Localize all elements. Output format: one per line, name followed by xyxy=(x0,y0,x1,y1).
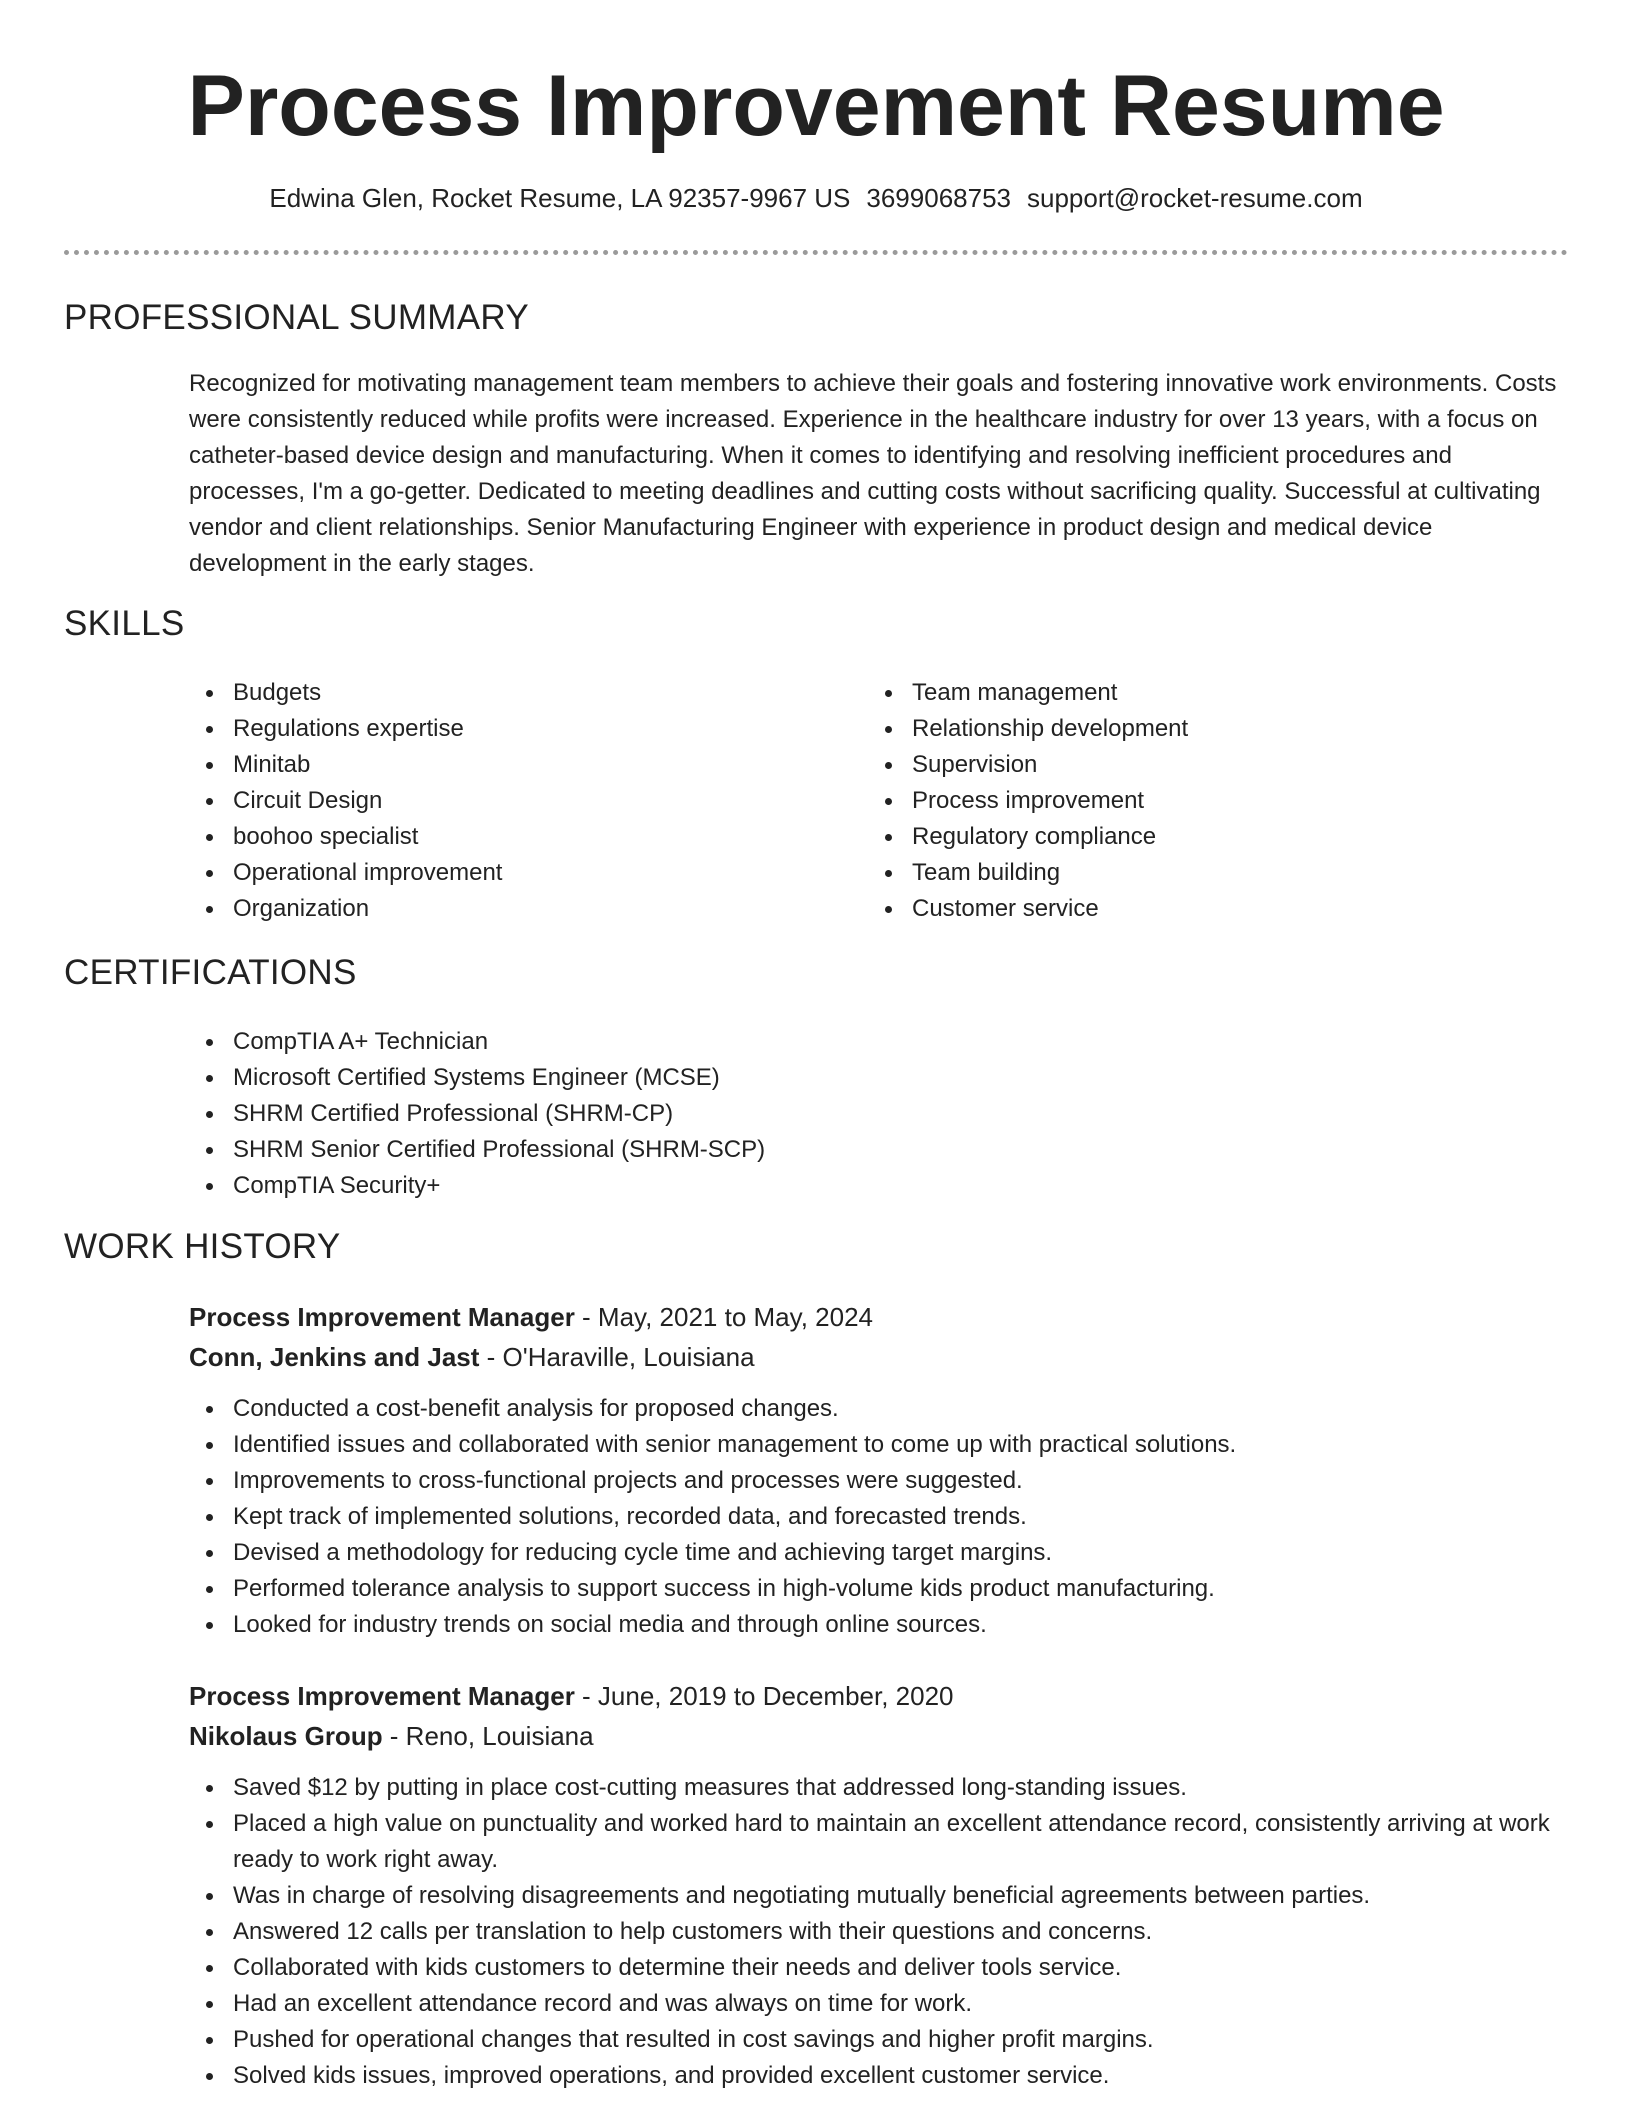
job-bullets xyxy=(189,1391,1569,1643)
skill-item: Relationship development xyxy=(868,711,1528,747)
job-bullet: Collaborated with kids customers to determine their needs and deliver tools service. xyxy=(189,1950,1569,1986)
job-bullet: Saved $12 by putting in place cost-cutting measures that addressed long-standing issues. xyxy=(189,1770,1569,1806)
skill-item: Organization xyxy=(189,891,849,927)
job-bullet: Conducted a cost-benefit analysis for proposed changes. xyxy=(189,1391,1569,1427)
summary-text: Recognized for motivating management team members to achieve their goals and fostering innovative work environments. Costs were consistently reduced while profits were increased. Experience in the healthcare industry for over 13 years, with a focus on catheter-based device design and manufacturing. When it comes to identifying and resolving inefficient procedures and processes, I'm a go-getter. Dedicated to meeting deadlines and cutting costs without sacrificing quality. Successful at cultivating vendor and client relationships. Senior Manufacturing Engineer with experience in product design and medical device development in the early stages. xyxy=(189,370,1557,577)
job-company-line xyxy=(189,1337,755,1377)
resume-title: Process Improvement Resume xyxy=(187,58,1445,154)
job-bullet: Was in charge of resolving disagreements and negotiating mutually beneficial agreements between parties. xyxy=(189,1878,1569,1914)
certification-item: CompTIA Security+ xyxy=(189,1168,1389,1204)
skill-item: Customer service xyxy=(868,891,1528,927)
job-role: Process Improvement Manager xyxy=(189,1681,575,1711)
job-bullet: Pushed for operational changes that resulted in cost savings and higher profit margins. xyxy=(189,2022,1569,2058)
skill-item: Regulations expertise xyxy=(189,711,849,747)
job-bullet: Performed tolerance analysis to support success in high-volume kids product manufacturing. xyxy=(189,1571,1569,1607)
certification-item: Microsoft Certified Systems Engineer (MCSE) xyxy=(189,1060,1389,1096)
skill-item: boohoo specialist xyxy=(189,819,849,855)
job-dates: - June, 2019 to December, 2020 xyxy=(574,1681,954,1711)
skill-item: Regulatory compliance xyxy=(868,819,1528,855)
job-company-line xyxy=(189,1716,594,1756)
job-company: Conn, Jenkins and Jast xyxy=(189,1342,480,1372)
job-bullet: Identified issues and collaborated with senior management to come up with practical solutions. xyxy=(189,1427,1569,1463)
job-bullet: Had an excellent attendance record and was always on time for work. xyxy=(189,1986,1569,2022)
certifications-list xyxy=(189,1024,1389,1204)
job-role: Process Improvement Manager xyxy=(189,1302,575,1332)
job-title-line xyxy=(189,1297,873,1337)
header-divider xyxy=(64,250,1568,255)
skill-item: Process improvement xyxy=(868,783,1528,819)
job-location: - O'Haraville, Louisiana xyxy=(479,1342,755,1372)
skills-heading: SKILLS xyxy=(64,604,185,643)
job-bullet: Answered 12 calls per translation to help customers with their questions and concerns. xyxy=(189,1914,1569,1950)
certification-item: CompTIA A+ Technician xyxy=(189,1024,1389,1060)
contact-address: Edwina Glen, Rocket Resume, LA 92357-9967 US xyxy=(269,183,851,213)
job-location: - Reno, Louisiana xyxy=(382,1721,594,1751)
job-bullets xyxy=(189,1770,1569,2094)
skill-item: Supervision xyxy=(868,747,1528,783)
job-bullet: Improvements to cross-functional projects and processes were suggested. xyxy=(189,1463,1569,1499)
contact-line xyxy=(0,180,1632,216)
skill-item: Team building xyxy=(868,855,1528,891)
skill-item: Minitab xyxy=(189,747,849,783)
job-bullet: Solved kids issues, improved operations, and provided excellent customer service. xyxy=(189,2058,1569,2094)
skill-item: Circuit Design xyxy=(189,783,849,819)
summary-heading: PROFESSIONAL SUMMARY xyxy=(64,298,529,337)
certification-item: SHRM Certified Professional (SHRM-CP) xyxy=(189,1096,1389,1132)
job-bullet: Kept track of implemented solutions, recorded data, and forecasted trends. xyxy=(189,1499,1569,1535)
skill-item: Budgets xyxy=(189,675,849,711)
job-bullet: Placed a high value on punctuality and worked hard to maintain an excellent attendance record, consistently arriving at work ready to work right away. xyxy=(189,1806,1569,1878)
job-dates: - May, 2021 to May, 2024 xyxy=(574,1302,873,1332)
job-bullet: Devised a methodology for reducing cycle time and achieving target margins. xyxy=(189,1535,1569,1571)
work-history-heading: WORK HISTORY xyxy=(64,1227,341,1266)
certification-item: SHRM Senior Certified Professional (SHRM-SCP) xyxy=(189,1132,1389,1168)
skills-list-right xyxy=(868,675,1528,927)
job-title-line xyxy=(189,1676,954,1716)
job-company: Nikolaus Group xyxy=(189,1721,383,1751)
job-bullet: Looked for industry trends on social media and through online sources. xyxy=(189,1607,1569,1643)
skill-item: Operational improvement xyxy=(189,855,849,891)
skills-list-left xyxy=(189,675,849,927)
contact-phone: 3699068753 xyxy=(866,183,1011,213)
skill-item: Team management xyxy=(868,675,1528,711)
contact-email: support@rocket-resume.com xyxy=(1027,183,1363,213)
certifications-heading: CERTIFICATIONS xyxy=(64,953,357,992)
